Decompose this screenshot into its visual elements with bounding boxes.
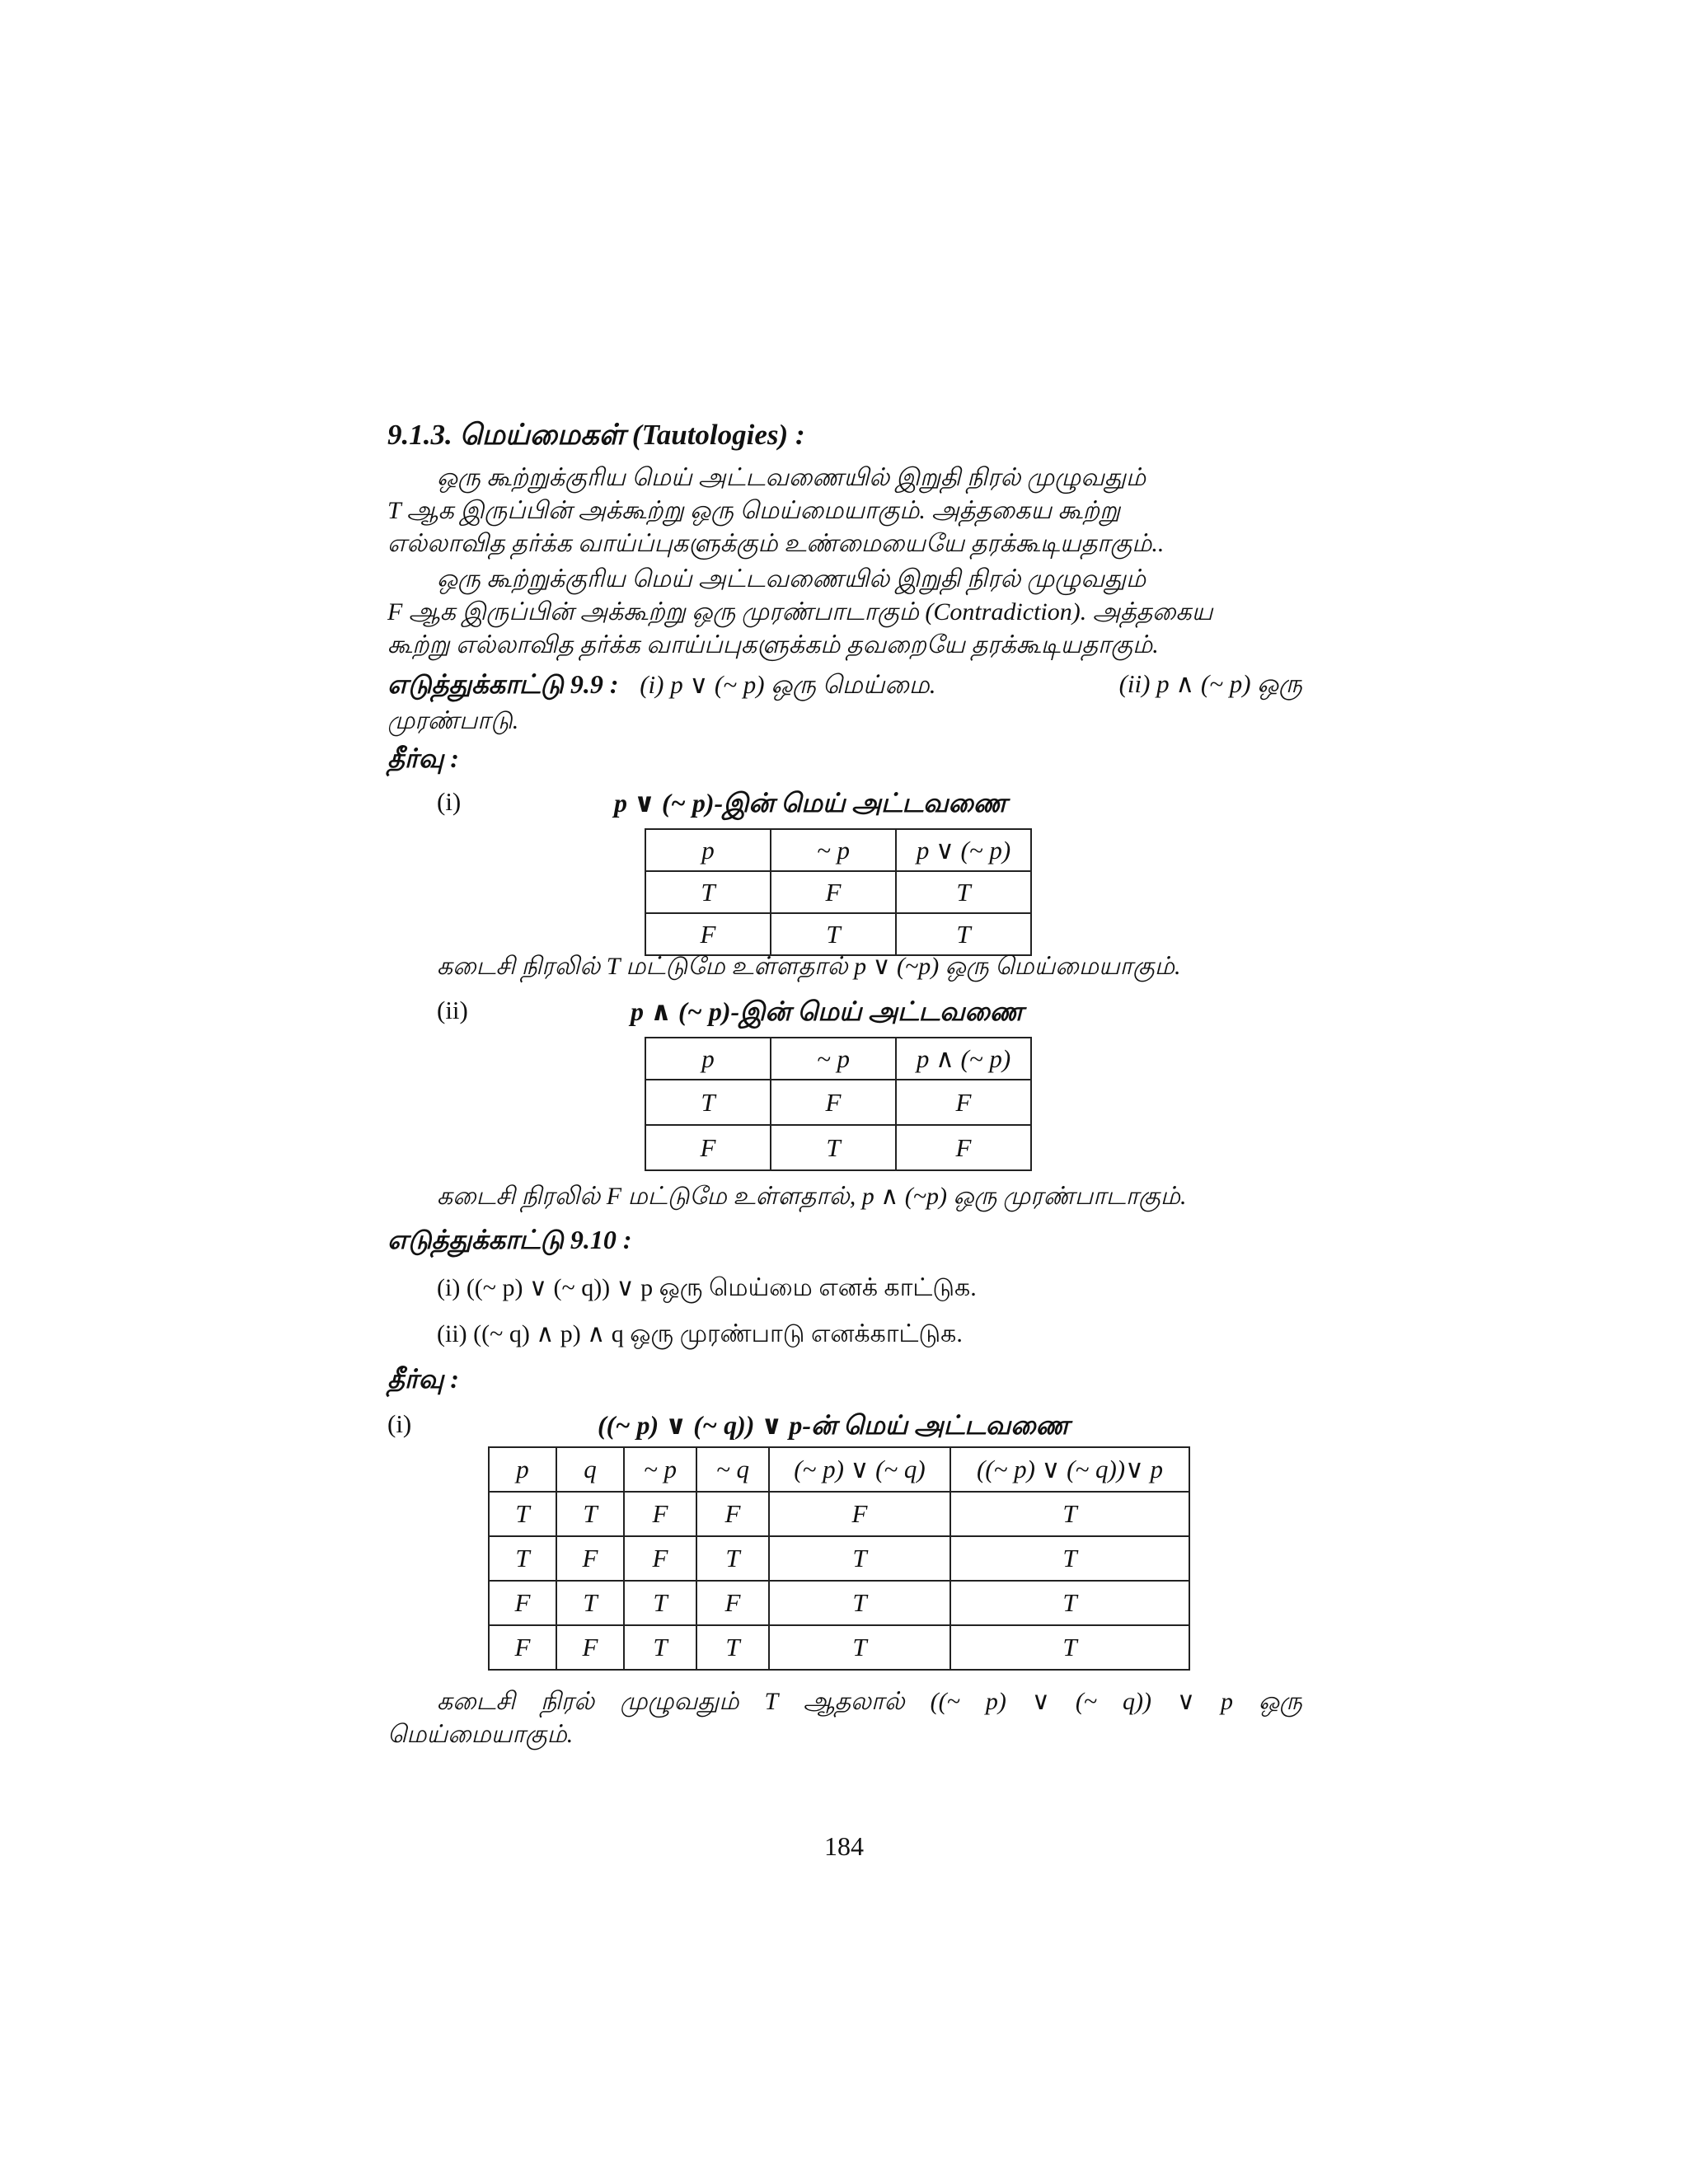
table1-conclusion: கடைசி நிரலில் T மட்டுமே உள்ளதால் p ∨ (~p) ஒரு மெய்மையாகும். bbox=[437, 953, 1181, 980]
table-row bbox=[489, 1492, 1189, 1536]
para2-line3: கூற்று எல்லாவித தர்க்க வாய்ப்புகளுக்கம் தவறையே தரக்கூடியதாகும். bbox=[387, 631, 1159, 658]
para1-line2: T ஆக இருப்பின் அக்கூற்று ஒரு மெய்மையாகும். அத்தகைய கூற்று bbox=[387, 497, 1121, 524]
table-cell: T bbox=[645, 1080, 771, 1125]
table-cell: T bbox=[556, 1492, 624, 1536]
table3-conclusion bbox=[387, 1685, 1302, 1751]
example-9-9-part2: (ii) p ∧ (~ p) ஒரு bbox=[1118, 669, 1302, 698]
table-cell: F bbox=[645, 1125, 771, 1170]
tautology-definition bbox=[387, 462, 1302, 560]
table3-roman: (i) bbox=[387, 1409, 412, 1438]
table-cell: T bbox=[696, 1625, 769, 1670]
page-number: 184 bbox=[824, 1831, 864, 1861]
header-cell: p bbox=[489, 1447, 556, 1492]
table3-conclusion-line1: கடைசி நிரல் முழுவதும் T ஆதலால் ((~ p) ∨ (~ q)) ∨ p ஒரு bbox=[437, 1688, 1302, 1715]
table3-conclusion-line2: மெய்மையாகும். bbox=[387, 1721, 574, 1748]
header-cell: p ∨ (~ p) bbox=[896, 829, 1031, 871]
header-cell: p ∧ (~ p) bbox=[896, 1038, 1031, 1080]
para2-line1: ஒரு கூற்றுக்குரிய மெய் அட்டவணையில் இறுதி நிரல் முழுவதும் bbox=[437, 565, 1146, 593]
example-9-10-item2: (ii) ((~ q) ∧ p) ∧ q ஒரு முரண்பாடு எனக்காட்டுக. bbox=[437, 1320, 963, 1347]
table-cell: F bbox=[769, 1492, 950, 1536]
truth-table-3 bbox=[488, 1446, 1190, 1671]
table-cell: T bbox=[769, 1625, 950, 1670]
example-9-10-label: எடுத்துக்காட்டு 9.10 : bbox=[387, 1225, 632, 1254]
table-cell: T bbox=[624, 1581, 696, 1625]
table-row bbox=[645, 1125, 1031, 1170]
table-cell: T bbox=[769, 1581, 950, 1625]
table-cell: T bbox=[771, 913, 896, 955]
table-cell: T bbox=[950, 1581, 1189, 1625]
example-9-9-part1: (i) p ∨ (~ p) ஒரு மெய்மை. bbox=[640, 670, 936, 699]
solution-label-1: தீர்வு : bbox=[387, 743, 459, 773]
truth-table-2 bbox=[645, 1037, 1032, 1171]
table2-title: p ∧ (~ p)-இன் மெய் அட்டவணை bbox=[631, 996, 1024, 1026]
table-cell: F bbox=[696, 1581, 769, 1625]
table2-roman: (ii) bbox=[437, 996, 468, 1024]
example-9-10-item1: (i) ((~ p) ∨ (~ q)) ∨ p ஒரு மெய்மை எனக் காட்டுக. bbox=[437, 1274, 977, 1301]
example-9-9-line2: முரண்பாடு. bbox=[387, 707, 519, 734]
table-header-row bbox=[645, 1038, 1031, 1080]
table-row bbox=[489, 1581, 1189, 1625]
table-cell: T bbox=[950, 1536, 1189, 1581]
table2-conclusion: கடைசி நிரலில் F மட்டுமே உள்ளதால், p ∧ (~p) ஒரு முரண்பாடாகும். bbox=[437, 1183, 1187, 1210]
header-cell: q bbox=[556, 1447, 624, 1492]
table-cell: F bbox=[556, 1536, 624, 1581]
table-row bbox=[489, 1536, 1189, 1581]
table-cell: F bbox=[896, 1125, 1031, 1170]
header-cell: p bbox=[645, 1038, 771, 1080]
table-cell: T bbox=[624, 1625, 696, 1670]
example-9-9-label: எடுத்துக்காட்டு 9.9 : bbox=[387, 669, 619, 699]
table-row bbox=[645, 871, 1031, 913]
table-cell: T bbox=[771, 1125, 896, 1170]
truth-table-1 bbox=[645, 828, 1032, 956]
contradiction-definition bbox=[387, 563, 1302, 662]
table-cell: F bbox=[624, 1536, 696, 1581]
table-cell: F bbox=[896, 1080, 1031, 1125]
example-9-9 bbox=[387, 669, 1302, 703]
table-cell: T bbox=[896, 913, 1031, 955]
table-cell: T bbox=[896, 871, 1031, 913]
section-heading: 9.1.3. மெய்மைகள் (Tautologies) : bbox=[387, 419, 805, 451]
table-cell: F bbox=[771, 1080, 896, 1125]
table-cell: T bbox=[489, 1492, 556, 1536]
table1-roman: (i) bbox=[437, 787, 462, 816]
table-header-row bbox=[489, 1447, 1189, 1492]
table-row bbox=[645, 1080, 1031, 1125]
table1-title: p ∨ (~ p)-இன் மெய் அட்டவணை bbox=[614, 788, 1007, 818]
para1-line3: எல்லாவித தர்க்க வாய்ப்புகளுக்கும் உண்மையையே தரக்கூடியதாகும்.. bbox=[387, 530, 1165, 557]
header-cell: ~ p bbox=[624, 1447, 696, 1492]
table-row bbox=[489, 1625, 1189, 1670]
table-cell: T bbox=[950, 1625, 1189, 1670]
table-cell: F bbox=[624, 1492, 696, 1536]
table-cell: T bbox=[645, 871, 771, 913]
table-row bbox=[645, 913, 1031, 955]
header-cell: ~ p bbox=[771, 1038, 896, 1080]
table-cell: T bbox=[489, 1536, 556, 1581]
table-header-row bbox=[645, 829, 1031, 871]
table-cell: F bbox=[645, 913, 771, 955]
solution-label-2: தீர்வு : bbox=[387, 1364, 459, 1394]
table3-title: ((~ p) ∨ (~ q)) ∨ p-ன் மெய் அட்டவணை bbox=[598, 1410, 1070, 1440]
para1-line1: ஒரு கூற்றுக்குரிய மெய் அட்டவணையில் இறுதி நிரல் முழுவதும் bbox=[437, 464, 1146, 491]
header-cell: ~ p bbox=[771, 829, 896, 871]
table-cell: T bbox=[556, 1581, 624, 1625]
table-cell: F bbox=[489, 1625, 556, 1670]
table-cell: F bbox=[771, 871, 896, 913]
table-cell: F bbox=[556, 1625, 624, 1670]
para2-line2: F ஆக இருப்பின் அக்கூற்று ஒரு முரண்பாடாகும் (Contradiction). அத்தகைய bbox=[387, 598, 1213, 626]
header-cell: ~ q bbox=[696, 1447, 769, 1492]
header-cell: (~ p) ∨ (~ q) bbox=[769, 1447, 950, 1492]
table-cell: T bbox=[769, 1536, 950, 1581]
table-cell: T bbox=[950, 1492, 1189, 1536]
table-cell: F bbox=[696, 1492, 769, 1536]
table-cell: F bbox=[489, 1581, 556, 1625]
header-cell: p bbox=[645, 829, 771, 871]
header-cell: ((~ p) ∨ (~ q))∨ p bbox=[950, 1447, 1189, 1492]
table-cell: T bbox=[696, 1536, 769, 1581]
